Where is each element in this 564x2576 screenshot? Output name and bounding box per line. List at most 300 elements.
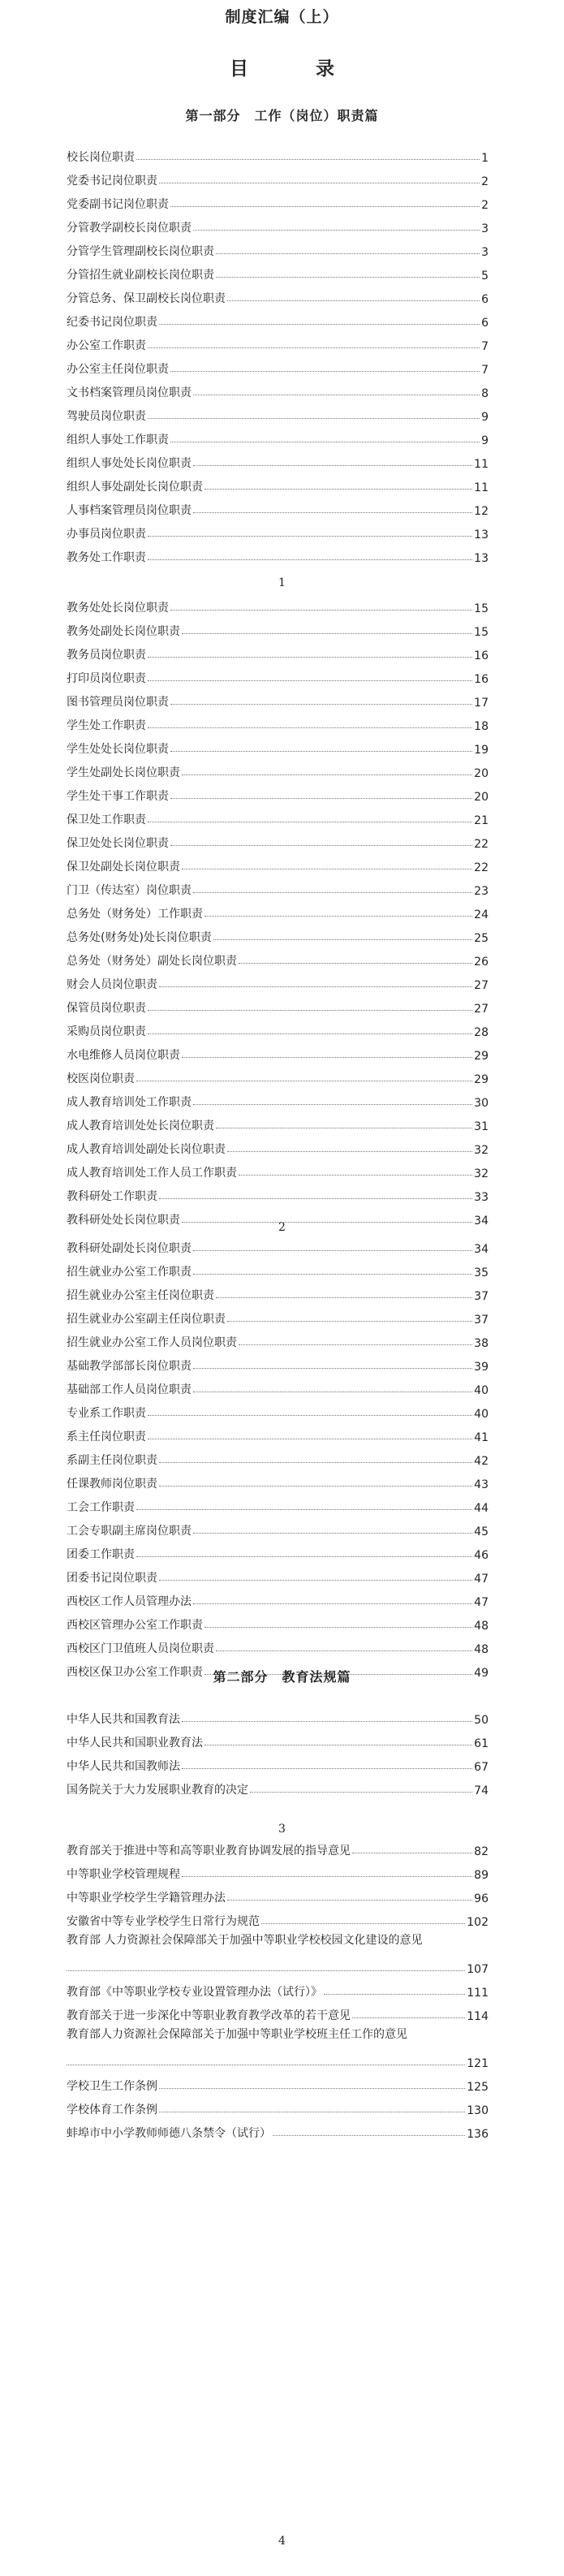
toc-entry-title: 教育部关于进一步深化中等职业教育教学改革的若干意见 bbox=[67, 2009, 351, 2022]
dot-leader bbox=[227, 1321, 472, 1322]
toc-entry-title: 西校区工作人员管理办法 bbox=[67, 1595, 192, 1608]
dot-leader bbox=[170, 751, 472, 752]
dot-leader bbox=[193, 230, 480, 231]
toc-entry-title: 团委书记岗位职责 bbox=[67, 1572, 157, 1585]
dot-leader bbox=[136, 1556, 472, 1557]
toc-entry-title: 中华人民共和国职业教育法 bbox=[67, 1737, 203, 1750]
dot-leader bbox=[159, 324, 480, 325]
dot-leader bbox=[193, 1603, 472, 1604]
toc-entry[interactable] bbox=[67, 1468, 489, 1491]
toc-entry[interactable] bbox=[67, 283, 489, 306]
dot-leader bbox=[159, 1580, 472, 1581]
toc-entry-page: 22 bbox=[474, 861, 489, 874]
dot-leader bbox=[148, 418, 480, 419]
toc-entry-title: 总务处(财务处)处长岗位职责 bbox=[67, 931, 212, 944]
toc-entry-page: 125 bbox=[467, 2081, 489, 2094]
toc-entry-page: 96 bbox=[474, 1892, 489, 1905]
toc-entry[interactable] bbox=[67, 494, 489, 518]
dot-leader bbox=[205, 916, 472, 917]
toc-entry[interactable] bbox=[67, 1633, 489, 1656]
toc-entry-title: 中等职业学校管理规程 bbox=[67, 1868, 180, 1881]
dot-leader bbox=[193, 465, 472, 466]
toc-entry-page: 130 bbox=[467, 2104, 489, 2117]
toc-entry-page: 89 bbox=[474, 1869, 489, 1882]
toc-entry-page: 2 bbox=[481, 199, 489, 212]
part-one-title: 第一部分 工作（岗位）职责篇 bbox=[185, 108, 379, 123]
toc-entry-page: 7 bbox=[481, 364, 489, 377]
toc-entry[interactable] bbox=[67, 2117, 489, 2141]
toc-entry[interactable] bbox=[67, 874, 489, 898]
toc-entry[interactable] bbox=[67, 1350, 489, 1374]
toc-entry[interactable] bbox=[67, 2023, 489, 2070]
toc-entry-page: 37 bbox=[474, 1314, 489, 1327]
toc-entry-page: 16 bbox=[474, 649, 489, 662]
toc-entry-page: 26 bbox=[474, 956, 489, 969]
toc-entry-title: 总务处（财务处）副处长岗位职责 bbox=[67, 955, 237, 968]
dot-leader bbox=[182, 1057, 472, 1058]
toc-entry-page: 39 bbox=[474, 1361, 489, 1374]
dot-leader bbox=[148, 1033, 472, 1034]
toc-group-3 bbox=[67, 1232, 489, 1680]
toc-entry-title: 教科研处副处长岗位职责 bbox=[67, 1242, 192, 1255]
toc-entry-title: 招生就业办公室副主任岗位职责 bbox=[67, 1313, 226, 1326]
toc-entry-page: 13 bbox=[474, 529, 489, 542]
toc-entry-page: 3 bbox=[481, 222, 489, 235]
toc-entry-title: 成人教育培训处副处长岗位职责 bbox=[67, 1143, 226, 1156]
toc-entry-title: 组织人事处处长岗位职责 bbox=[67, 457, 192, 470]
toc-entry-page: 15 bbox=[474, 626, 489, 639]
toc-entry[interactable] bbox=[67, 1421, 489, 1444]
toc-entry[interactable] bbox=[67, 1157, 489, 1180]
toc-entry-page: 82 bbox=[474, 1845, 489, 1858]
toc-entry[interactable] bbox=[67, 780, 489, 804]
toc-entry-page: 40 bbox=[474, 1384, 489, 1397]
toc-entry-title: 中等职业学校学生学籍管理办法 bbox=[67, 1892, 226, 1905]
dot-leader bbox=[261, 1923, 465, 1924]
dot-leader bbox=[193, 1274, 472, 1275]
toc-entry[interactable] bbox=[67, 1586, 489, 1609]
toc-entry[interactable] bbox=[67, 615, 489, 639]
dot-leader bbox=[170, 845, 472, 846]
toc-entry-page: 34 bbox=[474, 1215, 489, 1228]
toc-entry[interactable] bbox=[67, 1774, 489, 1797]
dot-leader bbox=[148, 1010, 472, 1011]
toc-entry[interactable] bbox=[67, 447, 489, 471]
dot-leader bbox=[136, 159, 480, 160]
toc-entry[interactable] bbox=[67, 141, 489, 165]
toc-entry[interactable] bbox=[67, 592, 489, 615]
toc-entry[interactable] bbox=[67, 235, 489, 259]
toc-entry-title: 教育部《中等职业学校专业设置管理办法（试行）》 bbox=[67, 1986, 322, 1999]
dot-leader bbox=[148, 536, 472, 537]
toc-entry[interactable] bbox=[67, 1397, 489, 1421]
toc-heading: 目 录 bbox=[230, 58, 359, 80]
toc-entry-page: 23 bbox=[474, 885, 489, 898]
toc-entry[interactable] bbox=[67, 2070, 489, 2094]
toc-entry-title: 分管总务、保卫副校长岗位职责 bbox=[67, 292, 226, 305]
toc-entry-title: 总务处（财务处）工作职责 bbox=[67, 908, 203, 921]
toc-entry-title: 党委书记岗位职责 bbox=[67, 175, 157, 188]
toc-entry-title: 学生处干事工作职责 bbox=[67, 790, 169, 803]
toc-entry-title: 人事档案管理员岗位职责 bbox=[67, 504, 192, 517]
dot-leader bbox=[216, 1650, 472, 1651]
toc-entry-title: 成人教育培训处处长岗位职责 bbox=[67, 1120, 214, 1133]
toc-entry-title: 保管员岗位职责 bbox=[67, 1002, 146, 1015]
toc-entry-page: 114 bbox=[467, 2010, 489, 2023]
toc-entry-title: 办事员岗位职责 bbox=[67, 528, 146, 541]
toc-entry-title: 工会工作职责 bbox=[67, 1501, 135, 1514]
dot-leader bbox=[193, 512, 472, 513]
toc-entry-page: 21 bbox=[474, 814, 489, 827]
dot-leader bbox=[182, 1768, 472, 1769]
toc-entry[interactable] bbox=[67, 662, 489, 686]
toc-entry-title: 校长岗位职责 bbox=[67, 151, 135, 164]
page-number-marker: 1 bbox=[278, 576, 286, 589]
toc-entry-page: 46 bbox=[474, 1549, 489, 1562]
toc-entry-title: 校医岗位职责 bbox=[67, 1072, 135, 1085]
toc-entry-page: 35 bbox=[474, 1266, 489, 1279]
toc-entry-title: 财会人员岗位职责 bbox=[67, 978, 157, 991]
toc-entry[interactable] bbox=[67, 898, 489, 921]
toc-entry-title: 保卫处处长岗位职责 bbox=[67, 837, 169, 850]
dot-leader bbox=[159, 986, 472, 987]
toc-entry-title: 办公室工作职责 bbox=[67, 339, 146, 352]
toc-entry-title: 基础部工作人员岗位职责 bbox=[67, 1383, 192, 1396]
toc-entry[interactable] bbox=[67, 1303, 489, 1327]
dot-leader bbox=[193, 1368, 472, 1369]
toc-entry-page: 111 bbox=[467, 1987, 489, 2000]
dot-leader bbox=[205, 1627, 472, 1628]
toc-entry-page: 11 bbox=[474, 458, 489, 471]
toc-entry-page: 15 bbox=[474, 602, 489, 615]
dot-leader bbox=[182, 1876, 472, 1877]
dot-leader bbox=[148, 727, 472, 728]
toc-entry-page: 41 bbox=[474, 1431, 489, 1444]
toc-entry[interactable] bbox=[67, 1515, 489, 1538]
toc-entry-title: 系副主任岗位职责 bbox=[67, 1454, 157, 1467]
toc-entry[interactable] bbox=[67, 1086, 489, 1110]
dot-leader bbox=[159, 1198, 472, 1199]
toc-entry-page: 20 bbox=[474, 791, 489, 804]
toc-entry[interactable] bbox=[67, 1750, 489, 1774]
toc-entry[interactable] bbox=[67, 424, 489, 447]
toc-entry-title: 西校区保卫办公室工作职责 bbox=[67, 1666, 203, 1679]
toc-entry[interactable] bbox=[67, 1180, 489, 1204]
dot-leader bbox=[239, 963, 472, 964]
toc-entry-page: 19 bbox=[474, 744, 489, 757]
toc-entry[interactable] bbox=[67, 1609, 489, 1633]
dot-leader bbox=[148, 1415, 472, 1416]
toc-entry-title: 教务处工作职责 bbox=[67, 551, 146, 564]
dot-leader bbox=[216, 253, 480, 254]
toc-entry-page: 24 bbox=[474, 908, 489, 921]
toc-entry-title: 蚌埠市中小学教师师德八条禁令（试行） bbox=[67, 2127, 271, 2140]
toc-entry[interactable] bbox=[67, 1538, 489, 1562]
toc-entry-title: 教育部 人力资源社会保障部关于加强中等职业学校校园文化建设的意见 bbox=[67, 1934, 423, 1947]
toc-entry-title: 基础教学部部长岗位职责 bbox=[67, 1360, 192, 1373]
toc-entry[interactable] bbox=[67, 1562, 489, 1586]
toc-entry-page: 3 bbox=[481, 246, 489, 259]
page-number-marker: 3 bbox=[278, 1823, 286, 1836]
dot-leader bbox=[170, 371, 480, 372]
toc-entry-title: 团委工作职责 bbox=[67, 1548, 135, 1561]
dot-leader bbox=[148, 680, 472, 681]
toc-entry-title: 组织人事处副处长岗位职责 bbox=[67, 481, 203, 494]
toc-entry-page: 28 bbox=[474, 1026, 489, 1039]
dot-leader bbox=[148, 559, 472, 560]
toc-entry-title: 党委副书记岗位职责 bbox=[67, 198, 169, 211]
toc-entry[interactable] bbox=[67, 827, 489, 851]
toc-entry-page: 1 bbox=[481, 152, 489, 165]
toc-entry[interactable] bbox=[67, 851, 489, 874]
toc-entry-page: 44 bbox=[474, 1502, 489, 1515]
toc-entry[interactable] bbox=[67, 921, 489, 945]
toc-entry-title: 驾驶员岗位职责 bbox=[67, 410, 146, 423]
toc-entry-page: 13 bbox=[474, 552, 489, 565]
toc-entry[interactable] bbox=[67, 1929, 489, 1976]
toc-entry[interactable] bbox=[67, 1279, 489, 1303]
toc-entry-title: 分管招生就业副校长岗位职责 bbox=[67, 269, 214, 282]
toc-entry-page: 107 bbox=[467, 1963, 489, 1976]
toc-entry-page: 20 bbox=[474, 767, 489, 780]
toc-entry-title: 保卫处工作职责 bbox=[67, 813, 146, 826]
dot-leader bbox=[239, 1175, 472, 1176]
toc-entry-title: 分管学生管理副校长岗位职责 bbox=[67, 245, 214, 258]
dot-leader bbox=[136, 1509, 472, 1510]
toc-entry-page: 11 bbox=[474, 481, 489, 494]
toc-entry[interactable] bbox=[67, 165, 489, 188]
dot-leader bbox=[216, 277, 480, 278]
toc-entry-page: 121 bbox=[467, 2057, 489, 2070]
toc-entry-page: 16 bbox=[474, 673, 489, 686]
toc-entry-page: 2 bbox=[481, 175, 489, 188]
toc-entry-page: 9 bbox=[481, 411, 489, 424]
toc-entry-page: 25 bbox=[474, 932, 489, 945]
toc-entry-page: 32 bbox=[474, 1144, 489, 1157]
toc-entry[interactable] bbox=[67, 992, 489, 1016]
dot-leader bbox=[205, 489, 472, 490]
toc-entry-title: 学生处处长岗位职责 bbox=[67, 743, 169, 756]
toc-entry-page: 34 bbox=[474, 1243, 489, 1256]
toc-entry-page: 27 bbox=[474, 1003, 489, 1016]
toc-entry[interactable] bbox=[67, 471, 489, 494]
toc-entry-page: 136 bbox=[467, 2128, 489, 2141]
toc-entry-page: 74 bbox=[474, 1784, 489, 1797]
toc-entry-page: 38 bbox=[474, 1337, 489, 1350]
toc-entry[interactable] bbox=[67, 212, 489, 235]
toc-entry-title: 教务处处长岗位职责 bbox=[67, 602, 169, 615]
toc-entry[interactable] bbox=[67, 377, 489, 400]
toc-entry[interactable] bbox=[67, 1905, 489, 1929]
toc-entry[interactable] bbox=[67, 1063, 489, 1086]
part-two-title: 第二部分 教育法规篇 bbox=[213, 1669, 351, 1685]
toc-entry[interactable] bbox=[67, 710, 489, 733]
dot-leader bbox=[67, 1970, 465, 1971]
toc-entry[interactable] bbox=[67, 733, 489, 757]
toc-entry[interactable] bbox=[67, 639, 489, 662]
dot-leader bbox=[182, 633, 472, 634]
toc-entry-page: 33 bbox=[474, 1191, 489, 1204]
toc-entry-title: 打印员岗位职责 bbox=[67, 672, 146, 685]
toc-entry-page: 47 bbox=[474, 1573, 489, 1586]
toc-entry[interactable] bbox=[67, 804, 489, 827]
dot-leader bbox=[239, 1344, 472, 1345]
toc-entry[interactable] bbox=[67, 518, 489, 542]
toc-entry[interactable] bbox=[67, 1444, 489, 1468]
toc-entry[interactable] bbox=[67, 1858, 489, 1882]
toc-entry-title: 教务员岗位职责 bbox=[67, 649, 146, 662]
toc-entry-page: 32 bbox=[474, 1167, 489, 1180]
toc-entry-title: 中华人民共和国教育法 bbox=[67, 1713, 180, 1726]
toc-entry[interactable] bbox=[67, 2094, 489, 2117]
toc-entry-title: 组织人事处工作职责 bbox=[67, 434, 169, 447]
toc-entry-page: 17 bbox=[474, 697, 489, 710]
dot-leader bbox=[250, 1792, 472, 1793]
toc-entry[interactable] bbox=[67, 1110, 489, 1133]
toc-entry-title: 图书管理员岗位职责 bbox=[67, 696, 169, 709]
toc-entry-page: 22 bbox=[474, 838, 489, 851]
toc-entry-page: 31 bbox=[474, 1120, 489, 1133]
dot-leader bbox=[227, 300, 480, 301]
toc-entry-page: 102 bbox=[467, 1916, 489, 1929]
toc-entry-page: 29 bbox=[474, 1073, 489, 1086]
toc-entry[interactable] bbox=[67, 1133, 489, 1157]
toc-entry[interactable] bbox=[67, 259, 489, 283]
toc-entry[interactable] bbox=[67, 1727, 489, 1750]
toc-entry-page: 67 bbox=[474, 1761, 489, 1774]
dot-leader bbox=[193, 1533, 472, 1534]
dot-leader bbox=[324, 1994, 465, 1995]
toc-entry[interactable] bbox=[67, 1232, 489, 1256]
toc-entry-page: 8 bbox=[481, 387, 489, 400]
dot-leader bbox=[193, 1250, 472, 1251]
dot-leader bbox=[159, 1462, 472, 1463]
toc-entry-title: 西校区门卫值班人员岗位职责 bbox=[67, 1642, 214, 1655]
toc-entry[interactable] bbox=[67, 1491, 489, 1515]
toc-entry-title: 办公室主任岗位职责 bbox=[67, 363, 169, 376]
toc-entry-page: 6 bbox=[481, 293, 489, 306]
toc-entry[interactable] bbox=[67, 1039, 489, 1063]
toc-entry[interactable] bbox=[67, 2000, 489, 2023]
toc-entry-title: 教务处副处长岗位职责 bbox=[67, 625, 180, 638]
toc-entry-title: 纪委书记岗位职责 bbox=[67, 316, 157, 329]
dot-leader bbox=[182, 1721, 472, 1722]
toc-entry-page: 12 bbox=[474, 505, 489, 518]
dot-leader bbox=[148, 347, 480, 348]
toc-entry[interactable] bbox=[67, 188, 489, 212]
toc-entry-title: 门卫（传达室）岗位职责 bbox=[67, 884, 192, 897]
dot-leader bbox=[227, 1900, 472, 1901]
toc-entry-title: 学生处副处长岗位职责 bbox=[67, 766, 180, 779]
toc-entry[interactable] bbox=[67, 306, 489, 330]
toc-entry-page: 37 bbox=[474, 1290, 489, 1303]
toc-entry-title: 成人教育培训处工作人员工作职责 bbox=[67, 1167, 237, 1180]
dot-leader bbox=[170, 610, 472, 611]
toc-entry-title: 教育部人力资源社会保障部关于加强中等职业学校班主任工作的意见 bbox=[67, 2028, 407, 2041]
toc-entry[interactable] bbox=[67, 969, 489, 992]
dot-leader bbox=[148, 657, 472, 658]
toc-group-5 bbox=[67, 1835, 489, 2141]
toc-entry-page: 50 bbox=[474, 1714, 489, 1727]
toc-entry-title: 中华人民共和国教师法 bbox=[67, 1760, 180, 1773]
toc-entry-page: 30 bbox=[474, 1097, 489, 1110]
dot-leader bbox=[170, 704, 472, 705]
toc-entry[interactable] bbox=[67, 353, 489, 377]
toc-entry-title: 安徽省中等专业学校学生日常行为规范 bbox=[67, 1915, 260, 1928]
toc-entry[interactable] bbox=[67, 945, 489, 969]
toc-entry[interactable] bbox=[67, 1327, 489, 1350]
toc-entry-title: 水电维修人员岗位职责 bbox=[67, 1049, 180, 1062]
dot-leader bbox=[227, 1151, 472, 1152]
toc-entry[interactable] bbox=[67, 542, 489, 565]
toc-entry-title: 分管教学副校长岗位职责 bbox=[67, 222, 192, 235]
toc-entry-page: 47 bbox=[474, 1596, 489, 1609]
toc-entry[interactable] bbox=[67, 757, 489, 780]
toc-entry-title: 教科研处工作职责 bbox=[67, 1190, 157, 1203]
toc-entry-page: 29 bbox=[474, 1050, 489, 1063]
toc-entry-page: 7 bbox=[481, 340, 489, 353]
toc-group-1 bbox=[67, 141, 489, 565]
toc-entry[interactable] bbox=[67, 400, 489, 424]
toc-entry-page: 45 bbox=[474, 1525, 489, 1538]
toc-entry-title: 专业系工作职责 bbox=[67, 1407, 146, 1420]
toc-entry-title: 保卫处副处长岗位职责 bbox=[67, 861, 180, 874]
document-title: 制度汇编（上） bbox=[225, 8, 339, 26]
toc-entry-title: 国务院关于大力发展职业教育的决定 bbox=[67, 1784, 248, 1797]
toc-entry[interactable] bbox=[67, 1703, 489, 1727]
toc-group-2 bbox=[67, 592, 489, 1228]
toc-entry-title: 招生就业办公室工作职责 bbox=[67, 1266, 192, 1279]
toc-entry-title: 学生处工作职责 bbox=[67, 719, 146, 732]
toc-entry-page: 9 bbox=[481, 434, 489, 447]
toc-entry-title: 教育部关于推进中等和高等职业教育协调发展的指导意见 bbox=[67, 1845, 351, 1858]
toc-entry-title: 学校体育工作条例 bbox=[67, 2104, 157, 2116]
toc-entry[interactable] bbox=[67, 1835, 489, 1858]
toc-entry[interactable] bbox=[67, 1374, 489, 1397]
toc-entry-title: 文书档案管理员岗位职责 bbox=[67, 386, 192, 399]
toc-entry-page: 27 bbox=[474, 979, 489, 992]
toc-entry-title: 招生就业办公室主任岗位职责 bbox=[67, 1289, 214, 1302]
toc-entry-page: 48 bbox=[474, 1620, 489, 1633]
toc-entry-page: 6 bbox=[481, 317, 489, 330]
dot-leader bbox=[159, 2088, 465, 2089]
dot-leader bbox=[193, 1104, 472, 1105]
toc-entry-page: 48 bbox=[474, 1643, 489, 1656]
toc-entry-title: 系主任岗位职责 bbox=[67, 1430, 146, 1443]
toc-entry-page: 18 bbox=[474, 720, 489, 733]
toc-entry-page: 61 bbox=[474, 1737, 489, 1750]
toc-entry-page: 40 bbox=[474, 1408, 489, 1421]
toc-entry-title: 西校区管理办公室工作职责 bbox=[67, 1619, 203, 1632]
dot-leader bbox=[213, 939, 472, 940]
toc-entry[interactable] bbox=[67, 1976, 489, 2000]
dot-leader bbox=[170, 798, 472, 799]
toc-entry-page: 5 bbox=[481, 270, 489, 283]
toc-entry-page: 49 bbox=[474, 1667, 489, 1680]
toc-entry-title: 成人教育培训处工作职责 bbox=[67, 1096, 192, 1109]
toc-entry-title: 任课教师岗位职责 bbox=[67, 1478, 157, 1491]
toc-entry[interactable] bbox=[67, 330, 489, 353]
toc-entry[interactable] bbox=[67, 1256, 489, 1279]
toc-entry-title: 招生就业办公室工作人员岗位职责 bbox=[67, 1336, 237, 1349]
toc-entry-title: 学校卫生工作条例 bbox=[67, 2080, 157, 2093]
toc-entry[interactable] bbox=[67, 1016, 489, 1039]
page-number-marker: 2 bbox=[278, 1221, 286, 1234]
dot-leader bbox=[170, 206, 480, 207]
toc-entry[interactable] bbox=[67, 1882, 489, 1905]
dot-leader bbox=[352, 2017, 465, 2018]
toc-entry[interactable] bbox=[67, 686, 489, 710]
